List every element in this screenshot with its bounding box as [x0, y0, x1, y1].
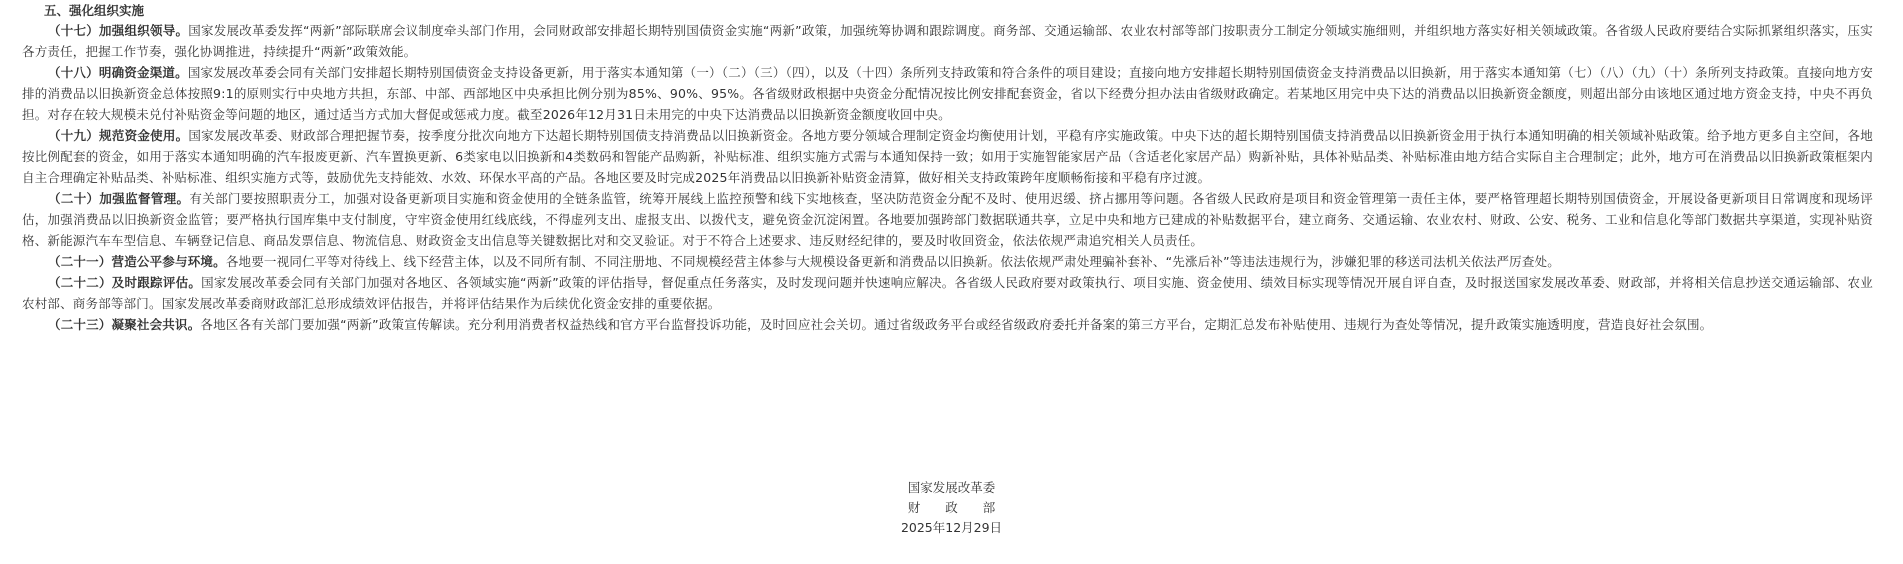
- paragraph-text: 国家发展改革委会同有关部门加强对各地区、各领域实施“两新”政策的评估指导，督促重点任务落实，及时发现问题并快速响应解决。各省级人民政府要对政策执行、项目实施、资金使用、绩效目标实现等情况开展自评自查，及时报送国家发展改革委、财政部，并将相关信息抄送交通运输部、农业农村部、商务部等部门。国家发展改革委商财政部汇总形成绩效评估报告，并将评估结果作为后续优化资金安排的重要依据。: [22, 275, 1873, 311]
- paragraph-lead: （十七）加强组织领导。: [48, 23, 189, 38]
- paragraph-text: 各地要一视同仁平等对待线上、线下经营主体，以及不同所有制、不同注册地、不同规模经营主体参与大规模设备更新和消费品以旧换新。依法依规严肃处理骗补套补、“先涨后补”等违法违规行为，涉嫌犯罪的移送司法机关依法严厉查处。: [225, 254, 1560, 269]
- paragraph-text: 国家发展改革委发挥“两新”部际联席会议制度牵头部门作用，会同财政部安排超长期特别国债资金实施“两新”政策，加强统筹协调和跟踪调度。商务部、交通运输部、农业农村部等部门按职责分工制定分领域实施细则，并组织地方落实好相关领域政策。各省级人民政府要结合实际抓紧组织落实，压实各方责任，把握工作节奏，强化协调推进，持续提升“两新”政策效能。: [22, 23, 1873, 59]
- signature-org-finance: 财 政 部: [907, 500, 996, 515]
- paragraph-lead: （十八）明确资金渠道。: [48, 65, 188, 80]
- section-heading: 五、强化组织实施: [44, 3, 145, 18]
- paragraph-17: [22, 20, 1873, 62]
- paragraph-lead: （二十一）营造公平参与环境。: [48, 254, 226, 269]
- signature-org-ndrc: 国家发展改革委: [907, 480, 996, 495]
- paragraph-text: 国家发展改革委会同有关部门安排超长期特别国债资金支持设备更新，用于落实本通知第（一）（二）（三）（四），以及（十四）条所列支持政策和符合条件的项目建设；直接向地方安排超长期特别国债资金支持消费品以旧换新，用于落实本通知第（七）（八）（九）（十）条所列支持政策。直接向地方安排的消费品以旧换新资金总体按照9:1的原则实行中央地方共担，东部、中部、西部地区中央承担比例分别为85%、90%、95%。各省级财政根据中央资金分配情况按比例安排配套资金，省以下经费分担办法由省级财政确定。若某地区用完中央下达的消费品以旧换新资金额度，则超出部分由该地区通过地方资金支持，中央不再负担。对存在较大规模未兑付补贴资金等问题的地区，通过适当方式加大督促或惩戒力度。截至2026年12月31日未用完的中央下达消费品以旧换新资金额度收回中央。: [22, 65, 1873, 122]
- paragraph-lead: （二十）加强监督管理。: [48, 191, 190, 206]
- paragraph-22: [22, 272, 1873, 314]
- paragraph-lead: （十九）规范资金使用。: [48, 128, 189, 143]
- signature-block: [0, 478, 1903, 538]
- paragraph-18: [22, 62, 1873, 125]
- paragraph-lead: （二十三）凝聚社会共识。: [48, 317, 201, 332]
- paragraph-23: [22, 314, 1873, 335]
- paragraph-21: [22, 251, 1873, 272]
- paragraph-text: 国家发展改革委、财政部合理把握节奏，按季度分批次向地方下达超长期特别国债支持消费品以旧换新资金。各地方要分领域合理制定资金均衡使用计划，平稳有序实施政策。中央下达的超长期特别国债支持消费品以旧换新资金用于执行本通知明确的相关领域补贴政策。给予地方更多自主空间，各地按比例配套的资金，如用于落实本通知明确的汽车报废更新、汽车置换更新、6类家电以旧换新和4类数码和智能产品购新，补贴标准、组织实施方式需与本通知保持一致；如用于实施智能家居产品（含适老化家居产品）购新补贴，具体补贴品类、补贴标准由地方结合实际自主合理制定；此外，地方可在消费品以旧换新政策框架内自主合理确定补贴品类、补贴标准、组织实施方式等，鼓励优先支持能效、水效、环保水平高的产品。各地区要及时完成2025年消费品以旧换新补贴资金清算，做好相关支持政策跨年度顺畅衔接和平稳有序过渡。: [22, 128, 1873, 185]
- signature-date: 2025年12月29日: [900, 520, 1003, 535]
- paragraph-19: [22, 125, 1873, 188]
- paragraph-lead: （二十二）及时跟踪评估。: [48, 275, 202, 290]
- paragraph-text: 各地区各有关部门要加强“两新”政策宣传解读。充分利用消费者权益热线和官方平台监督投诉功能，及时回应社会关切。通过省级政务平台或经省级政府委托并备案的第三方平台，定期汇总发布补贴使用、违规行为查处等情况，提升政策实施透明度，营造良好社会氛围。: [200, 317, 1713, 332]
- paragraph-20: [22, 188, 1873, 251]
- paragraph-text: 有关部门要按照职责分工，加强对设备更新项目实施和资金使用的全链条监管，统筹开展线上监控预警和线下实地核查，坚决防范资金分配不及时、使用迟缓、挤占挪用等问题。各省级人民政府是项目和资金管理第一责任主体，要严格管理超长期特别国债资金，开展设备更新项目日常调度和现场评估，加强消费品以旧换新资金监管；要严格执行国库集中支付制度，守牢资金使用红线底线，不得虚列支出、虚报支出、以拨代支，避免资金沉淀闲置。各地要加强跨部门数据联通共享，立足中央和地方已建成的补贴数据平台，建立商务、交通运输、农业农村、财政、公安、税务、工业和信息化等部门数据共享渠道，实现补贴资格、新能源汽车车型信息、车辆登记信息、商品发票信息、物流信息、财政资金支出信息等关键数据比对和交叉验证。对于不符合上述要求、违反财经纪律的，要及时收回资金，依法依规严肃追究相关人员责任。: [22, 191, 1873, 248]
